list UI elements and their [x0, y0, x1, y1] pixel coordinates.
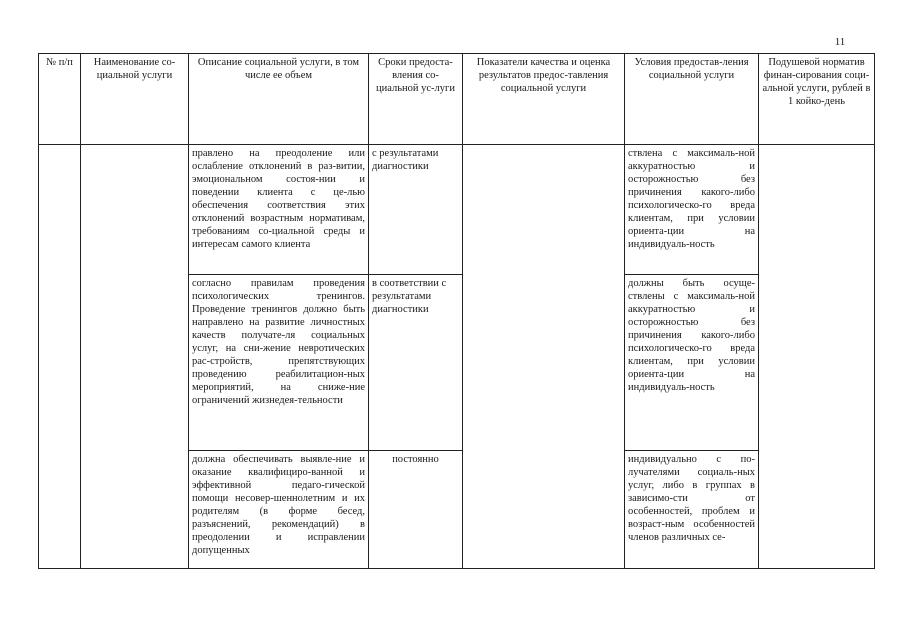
services-table	[38, 53, 875, 569]
cell-number	[39, 145, 81, 569]
cell-normative	[759, 145, 875, 569]
cell-term: постоянно	[369, 451, 463, 569]
cell-quality	[463, 145, 625, 569]
header-conditions: Условия предостав-ления социальной услуги	[625, 54, 759, 145]
cell-description: должна обеспечивать выявле-ние и оказание квалифициро-ванной и эффективной педаго-гической помощи несовер-шеннолетним и их родителям (в форме бесед, разъяснений, рекомендаций) в преодолении и исправлении допущенных	[189, 451, 369, 569]
page-number: 11	[834, 36, 846, 48]
cell-service-name	[81, 145, 189, 569]
cell-term: с результатами диагностики	[369, 145, 463, 275]
cell-description: правлено на преодоление или ослабление отклонений в раз-витии, эмоциональном состоя-нии и поведении клиента с це-лью обеспечения соответствия этих отклонений возрастным нормативам, требованиям со-циальной среды и интересам самого клиента	[189, 145, 369, 275]
header-number: № п/п	[39, 54, 81, 145]
header-normative: Подушевой норматив финан-сирования соци-альной услуги, рублей в 1 койко-день	[759, 54, 875, 145]
header-term: Сроки предоста-вления со-циальной ус-луги	[369, 54, 463, 145]
cell-term: в соответствии с результатами диагностики	[369, 275, 463, 451]
cell-conditions: должны быть осуще-ствлены с максималь-ной аккуратностью и осторожностью без причинения какого-либо психологическо-го вреда клиентам, при условии ориента-ции на индивидуаль-ность	[625, 275, 759, 451]
cell-conditions: ствлена с максималь-ной аккуратностью и осторожностью без причинения какого-либо психологическо-го вреда клиентам, при условии ориента-ции на индивидуаль-ность	[625, 145, 759, 275]
table-header-row	[39, 54, 875, 145]
header-service-name: Наименование со-циальной услуги	[81, 54, 189, 145]
header-description: Описание социальной услуги, в том числе ее объем	[189, 54, 369, 145]
table-row	[39, 145, 875, 275]
cell-conditions: индивидуально с по-лучателями социаль-ных услуг, либо в группах в зависимо-сти от особенностей, проблем и возраст-ным особенностей членов различных се-	[625, 451, 759, 569]
cell-description: согласно правилам проведения психологических тренингов. Проведение тренингов должно быть направлено на развитие личностных качеств получате-ля социальных услуг, на сни-жение невротических рас-стройств, препятствующих проведению реабилитацион-ных мероприятий, на сниже-ние ограничений жизнедея-тельности	[189, 275, 369, 451]
header-quality: Показатели качества и оценка результатов предос-тавления социальной услуги	[463, 54, 625, 145]
